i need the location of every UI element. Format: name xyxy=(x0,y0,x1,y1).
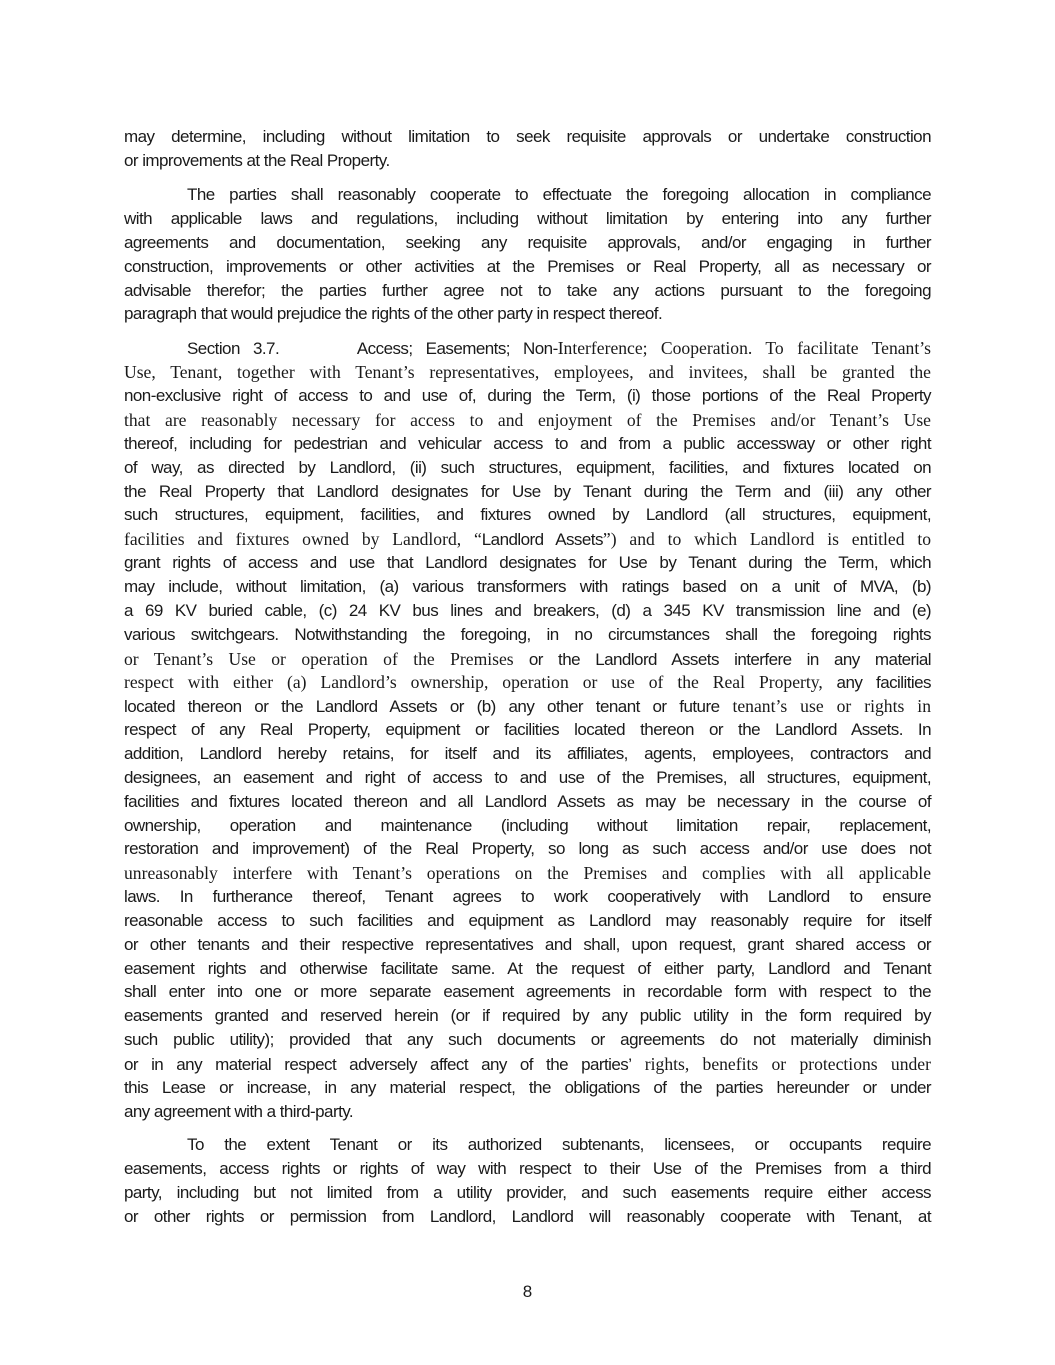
text-line: such structures, equipment, facilities, and fixtures owned by Landlord (all structures, equipment, xyxy=(124,505,931,524)
text-line xyxy=(124,648,931,670)
text-line: may determine, including without limitation to seek requisite approvals or undertake construction xyxy=(124,127,931,146)
text-line: various switchgears. Notwithstanding the foregoing, in no circumstances shall the foregoing rights xyxy=(124,625,931,644)
text-line: laws. In furtherance thereof, Tenant agrees to work cooperatively with Landlord to ensure xyxy=(124,887,931,906)
section-number: Section 3.7. xyxy=(187,339,280,358)
text-segment: To facilitate Tenant’s xyxy=(765,338,931,358)
text-line xyxy=(124,528,931,550)
text-line: grant rights of access and use that Landlord designates for Use by Tenant during the Term, which xyxy=(124,553,931,572)
text-segment: or Tenant’s Use or operation of the Premises xyxy=(124,649,514,669)
text-line: thereof, including for pedestrian and vehicular access to and from a public accessway or other right xyxy=(124,434,931,453)
section-title-cont: Interference; Cooperation. xyxy=(557,338,753,358)
text-line: or other tenants and their respective representatives and shall, upon request, grant shared access or xyxy=(124,935,931,954)
text-line: with applicable laws and regulations, including without limitation by entering into any further xyxy=(124,209,931,228)
text-line: facilities and fixtures located thereon and all Landlord Assets as may be necessary in the course of xyxy=(124,792,931,811)
text-segment: tenant’s use or rights in xyxy=(719,696,931,716)
text-segment: ”) and to which Landlord is entitled to xyxy=(602,529,932,549)
text-line: designees, an easement and right of access to and use of the Premises, all structures, equipment, xyxy=(124,768,931,787)
text-line: shall enter into one or more separate easement agreements in recordable form with respect to the xyxy=(124,982,931,1001)
text-segment: rights, benefits or protections under xyxy=(631,1054,931,1074)
text-line: party, including but not limited from a utility provider, and such easements require either access xyxy=(124,1183,931,1202)
text-segment: respect with either (a) Landlord’s ownership, operation or use of the Real Property, xyxy=(124,672,823,692)
text-line: To the extent Tenant or its authorized subtenants, licensees, or occupants require xyxy=(187,1135,931,1154)
section-heading-line xyxy=(187,337,931,359)
text-line: construction, improvements or other activities at the Premises or Real Property, all as necessary or xyxy=(124,257,931,276)
text-line: easements, access rights or rights of way with respect to their Use of the Premises from a third xyxy=(124,1159,931,1178)
text-line: any agreement with a third-party. xyxy=(124,1102,354,1121)
text-line: ownership, operation and maintenance (including without limitation repair, replacement, xyxy=(124,816,931,835)
section-title: Access; Easements; Non- xyxy=(356,339,558,358)
text-line: Use, Tenant, together with Tenant’s representatives, employees, and invitees, shall be granted the xyxy=(124,362,931,382)
text-line xyxy=(124,671,931,693)
text-line: such public utility); provided that any such documents or agreements do not materially diminish xyxy=(124,1030,931,1049)
text-line: that are reasonably necessary for access to and enjoyment of the Premises and/or Tenant’s Use xyxy=(124,410,931,430)
text-line xyxy=(124,695,931,717)
text-segment: located thereon or the Landlord Assets or (b) any other tenant or future xyxy=(124,697,720,716)
text-line: easement rights and otherwise facilitate same. At the request of either party, Landlord and Tenant xyxy=(124,959,931,978)
text-line: the Real Property that Landlord designates for Use by Tenant during the Term and (iii) any other xyxy=(124,482,931,501)
text-segment: or the Landlord Assets interfere in any material xyxy=(513,650,931,669)
page-number: 8 xyxy=(522,1282,533,1301)
text-line: or improvements at the Real Property. xyxy=(124,151,390,170)
text-line: agreements and documentation, seeking any requisite approvals, and/or engaging in further xyxy=(124,233,931,252)
text-segment: facilities and fixtures owned by Landlord, “ xyxy=(124,529,482,549)
text-line: easements granted and reserved herein (or if required by any public utility in the form required by xyxy=(124,1006,931,1025)
text-line: reasonable access to such facilities and equipment as Landlord may reasonably require for itself xyxy=(124,911,931,930)
text-line xyxy=(124,1053,931,1075)
text-line: addition, Landlord hereby retains, for itself and its affiliates, agents, employees, contractors and xyxy=(124,744,931,763)
text-line: non-exclusive right of access to and use of, during the Term, (i) those portions of the Real Property xyxy=(124,386,931,405)
text-line: advisable therefor; the parties further agree not to take any actions pursuant to the foregoing xyxy=(124,281,931,300)
text-segment: or in any material respect adversely affect any of the parties’ xyxy=(124,1055,632,1074)
text-segment: any facilities xyxy=(822,673,931,692)
text-line: paragraph that would prejudice the rights of the other party in respect thereof. xyxy=(124,304,663,323)
text-line: may include, without limitation, (a) various transformers with ratings based on a unit of MVA, (b) xyxy=(124,577,931,596)
text-line: a 69 KV buried cable, (c) 24 KV bus lines and breakers, (d) a 345 KV transmission line and (e) xyxy=(124,601,931,620)
text-line: The parties shall reasonably cooperate to effectuate the foregoing allocation in compliance xyxy=(187,185,931,204)
defined-term: Landlord Assets xyxy=(481,530,603,549)
text-line: or other rights or permission from Landlord, Landlord will reasonably cooperate with Tenant, at xyxy=(124,1207,931,1226)
text-line: of way, as directed by Landlord, (ii) such structures, equipment, facilities, and fixtures located on xyxy=(124,458,931,477)
text-line: respect of any Real Property, equipment or facilities located thereon or the Landlord Assets. In xyxy=(124,720,931,739)
text-line: unreasonably interfere with Tenant’s operations on the Premises and complies with all applicable xyxy=(124,863,931,883)
text-line: this Lease or increase, in any material respect, the obligations of the parties hereunder or under xyxy=(124,1078,931,1097)
text-line: restoration and improvement) of the Real Property, so long as such access and/or use does not xyxy=(124,839,931,858)
